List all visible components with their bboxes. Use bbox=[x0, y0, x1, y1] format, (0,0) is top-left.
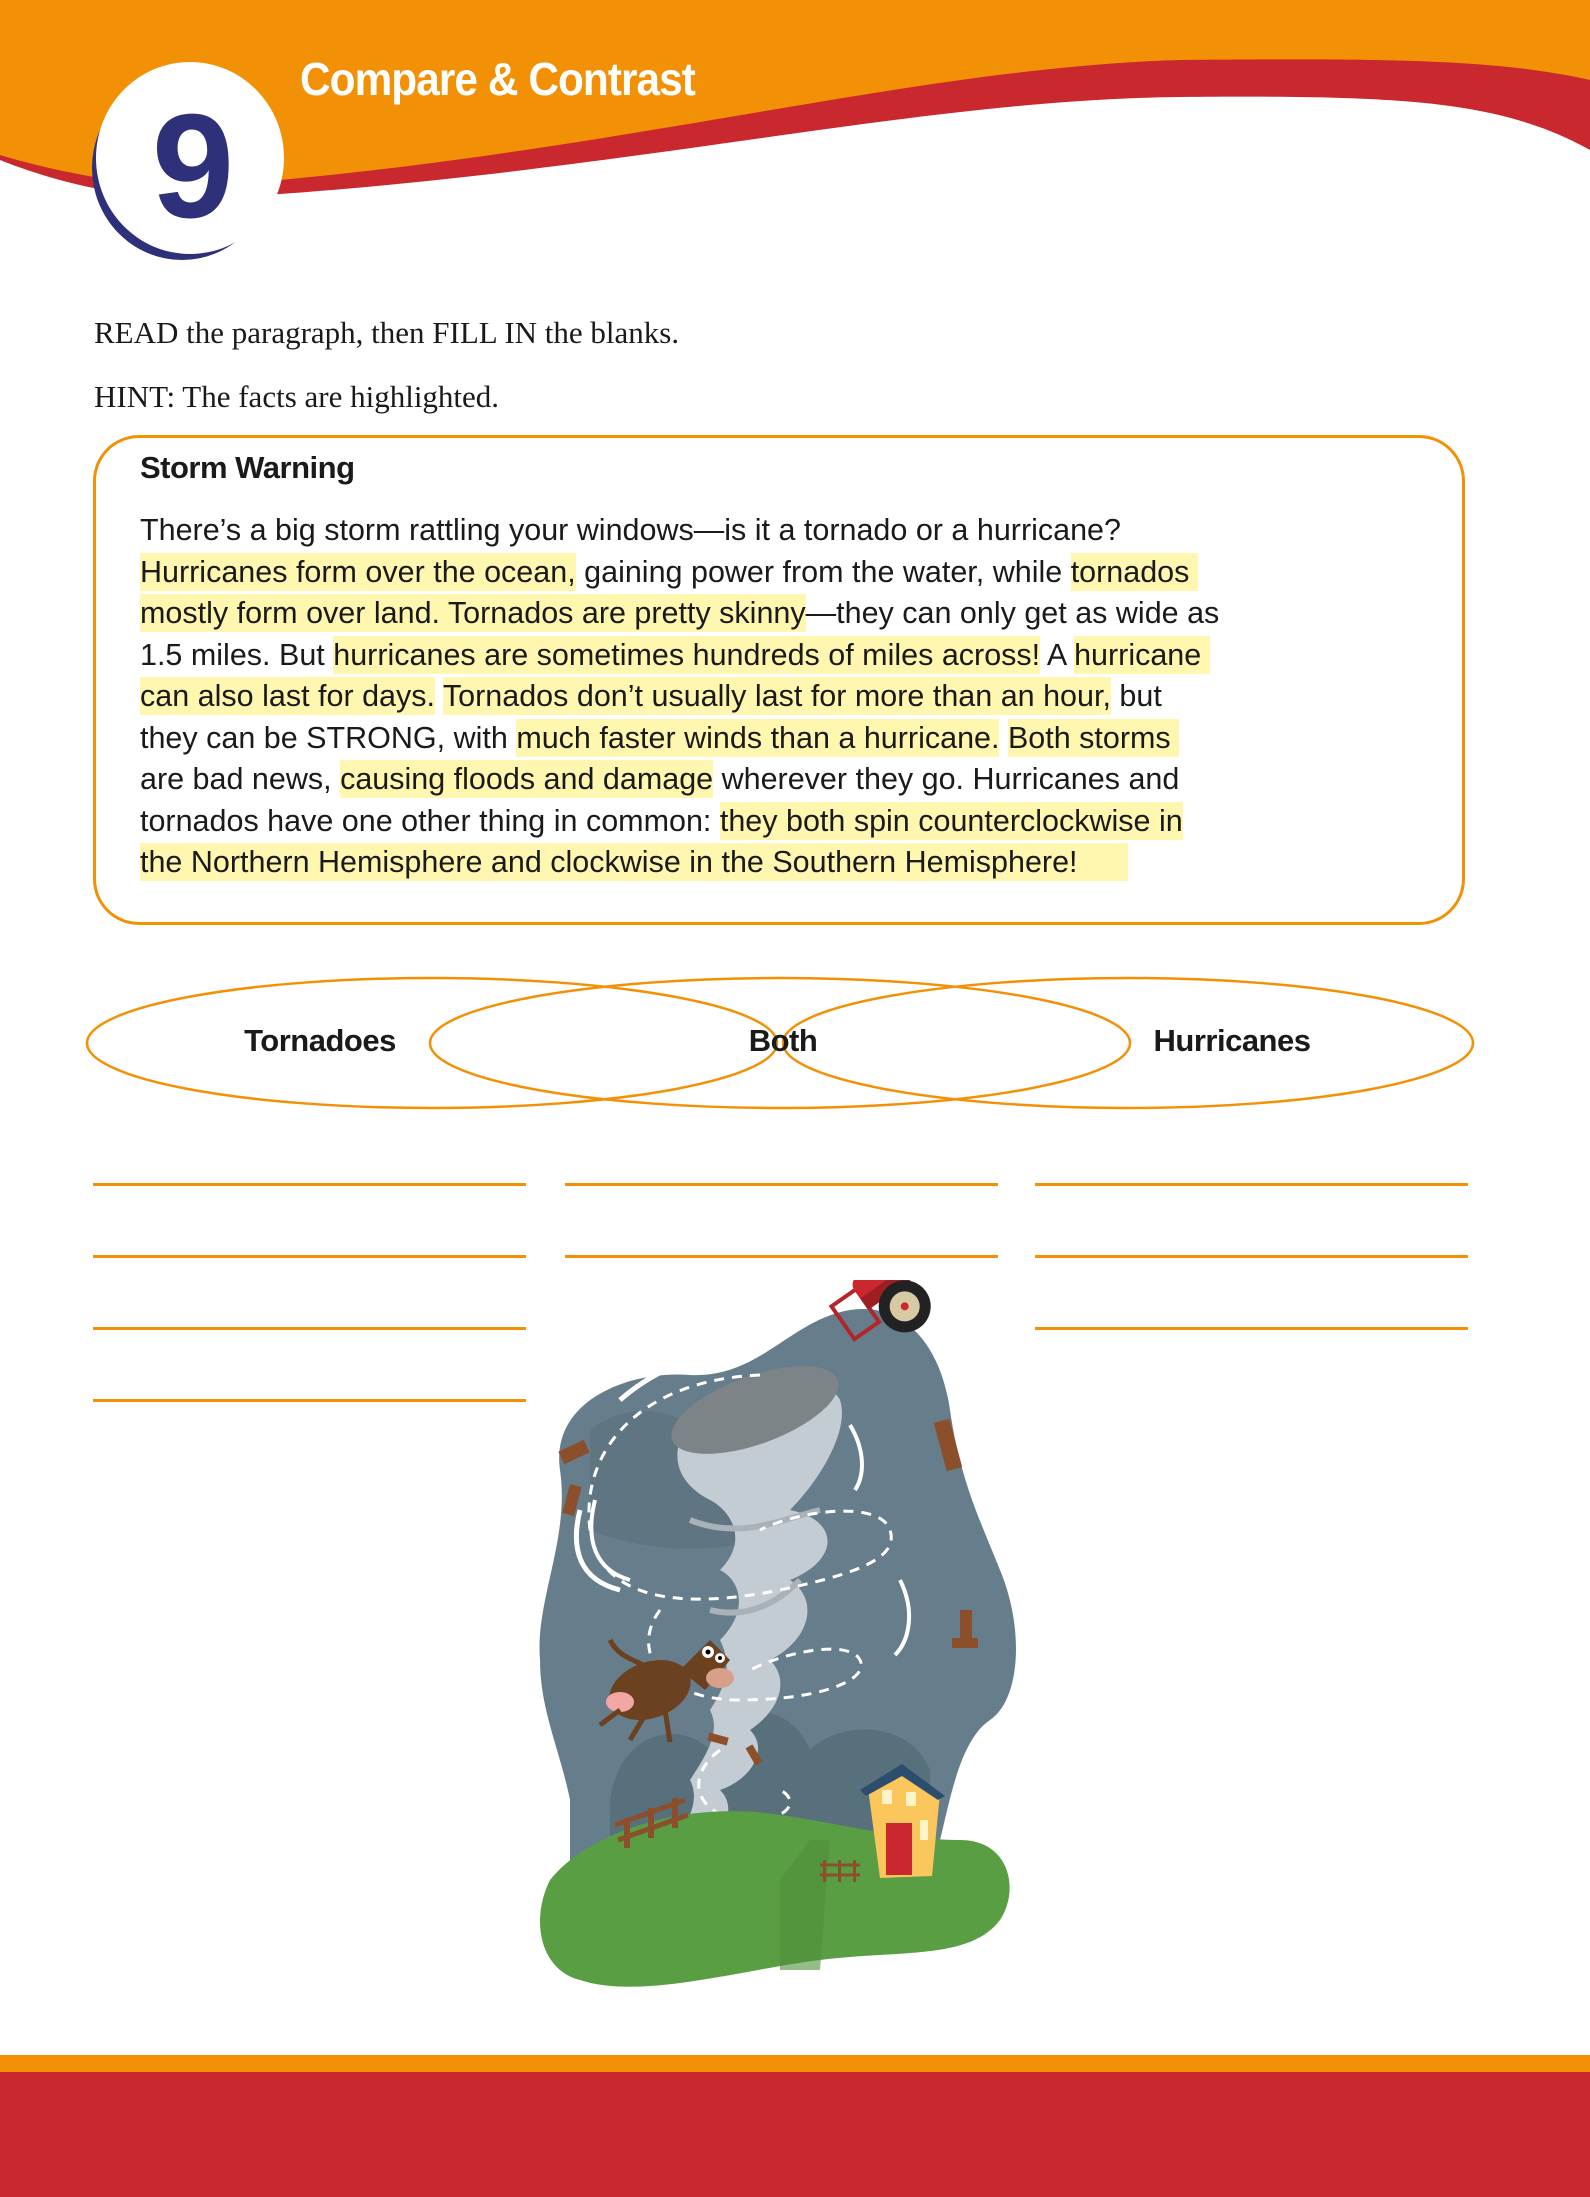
passage-text-segment: 1.5 miles. But bbox=[140, 637, 334, 672]
tornado-illustration bbox=[520, 1280, 1040, 2000]
instruction-read: READ the paragraph, then FILL IN the blanks. bbox=[94, 315, 680, 350]
hurricanes-blank-2[interactable] bbox=[1035, 1230, 1468, 1258]
tornadoes-blank-4[interactable] bbox=[93, 1374, 526, 1402]
passage-line bbox=[140, 759, 1440, 801]
passage-text-segment: gaining power from the water, while bbox=[575, 554, 1071, 589]
highlighted-fact: hurricanes are sometimes hundreds of miles across! bbox=[333, 637, 1041, 672]
activity-number: 9 bbox=[151, 84, 235, 249]
tornadoes-blank-3[interactable] bbox=[93, 1302, 526, 1330]
highlighted-fact: causing floods and damage bbox=[340, 762, 714, 796]
highlighted-fact: Tornados don’t usually last for more than an hour, bbox=[442, 679, 1111, 713]
venn-label-tornadoes: Tornadoes bbox=[244, 1023, 396, 1058]
passage-line bbox=[140, 842, 1440, 884]
instruction-hint: HINT: The facts are highlighted. bbox=[94, 379, 500, 414]
passage-text-segment bbox=[435, 679, 443, 713]
passage-text-segment: tornados have one other thing in common: bbox=[140, 803, 720, 838]
passage-text-segment: wherever they go. Hurricanes and bbox=[713, 762, 1180, 796]
passage-line bbox=[140, 593, 1440, 635]
venn-label-both: Both bbox=[748, 1023, 818, 1058]
passage-line bbox=[140, 635, 1440, 677]
passage-text-segment: are bad news, bbox=[140, 762, 341, 796]
both-blank-2[interactable] bbox=[565, 1230, 998, 1258]
hurricanes-blank-3[interactable] bbox=[1035, 1302, 1468, 1330]
passage-title: Storm Warning bbox=[140, 450, 355, 485]
both-blank-1[interactable] bbox=[565, 1158, 998, 1186]
highlighted-fact: hurricane bbox=[1074, 637, 1210, 672]
highlighted-fact: tornados bbox=[1070, 554, 1198, 589]
footer-orange-stripe bbox=[0, 2055, 1590, 2072]
tornadoes-blank-1[interactable] bbox=[93, 1158, 526, 1186]
page-title: Compare & Contrast bbox=[300, 53, 695, 105]
passage-line bbox=[140, 801, 1440, 843]
highlighted-fact: Both storms bbox=[1007, 720, 1180, 755]
passage-line bbox=[140, 718, 1440, 760]
venn-label-hurricanes: Hurricanes bbox=[1153, 1023, 1311, 1058]
passage-line bbox=[140, 552, 1440, 594]
passage-text-segment: There’s a big storm rattling your windows—is it a tornado or a hurricane? bbox=[140, 513, 1121, 547]
hurricanes-blank-1[interactable] bbox=[1035, 1158, 1468, 1186]
passage-text-segment: —they can only get as wide as bbox=[805, 596, 1220, 630]
passage-text-segment bbox=[999, 721, 1007, 755]
highlighted-fact: can also last for days. bbox=[140, 679, 435, 713]
passage-text-segment: A bbox=[1040, 637, 1075, 672]
highlighted-fact: they both spin counterclockwise in bbox=[719, 803, 1183, 838]
highlighted-fact: Hurricanes form over the ocean, bbox=[140, 554, 576, 589]
tornadoes-blank-2[interactable] bbox=[93, 1230, 526, 1258]
footer-red-band bbox=[0, 2072, 1590, 2197]
passage-line bbox=[140, 510, 1440, 552]
highlighted-fact: mostly form over land. Tornados are pretty skinny bbox=[140, 596, 806, 630]
passage-text bbox=[140, 510, 1440, 884]
highlighted-fact: much faster winds than a hurricane. bbox=[516, 720, 1000, 755]
highlighted-fact: the Northern Hemisphere and clockwise in the Southern Hemisphere! bbox=[140, 845, 1129, 879]
passage-text-segment: but bbox=[1110, 679, 1162, 713]
passage-text-segment: they can be STRONG, with bbox=[140, 720, 517, 755]
passage-line bbox=[140, 676, 1440, 718]
